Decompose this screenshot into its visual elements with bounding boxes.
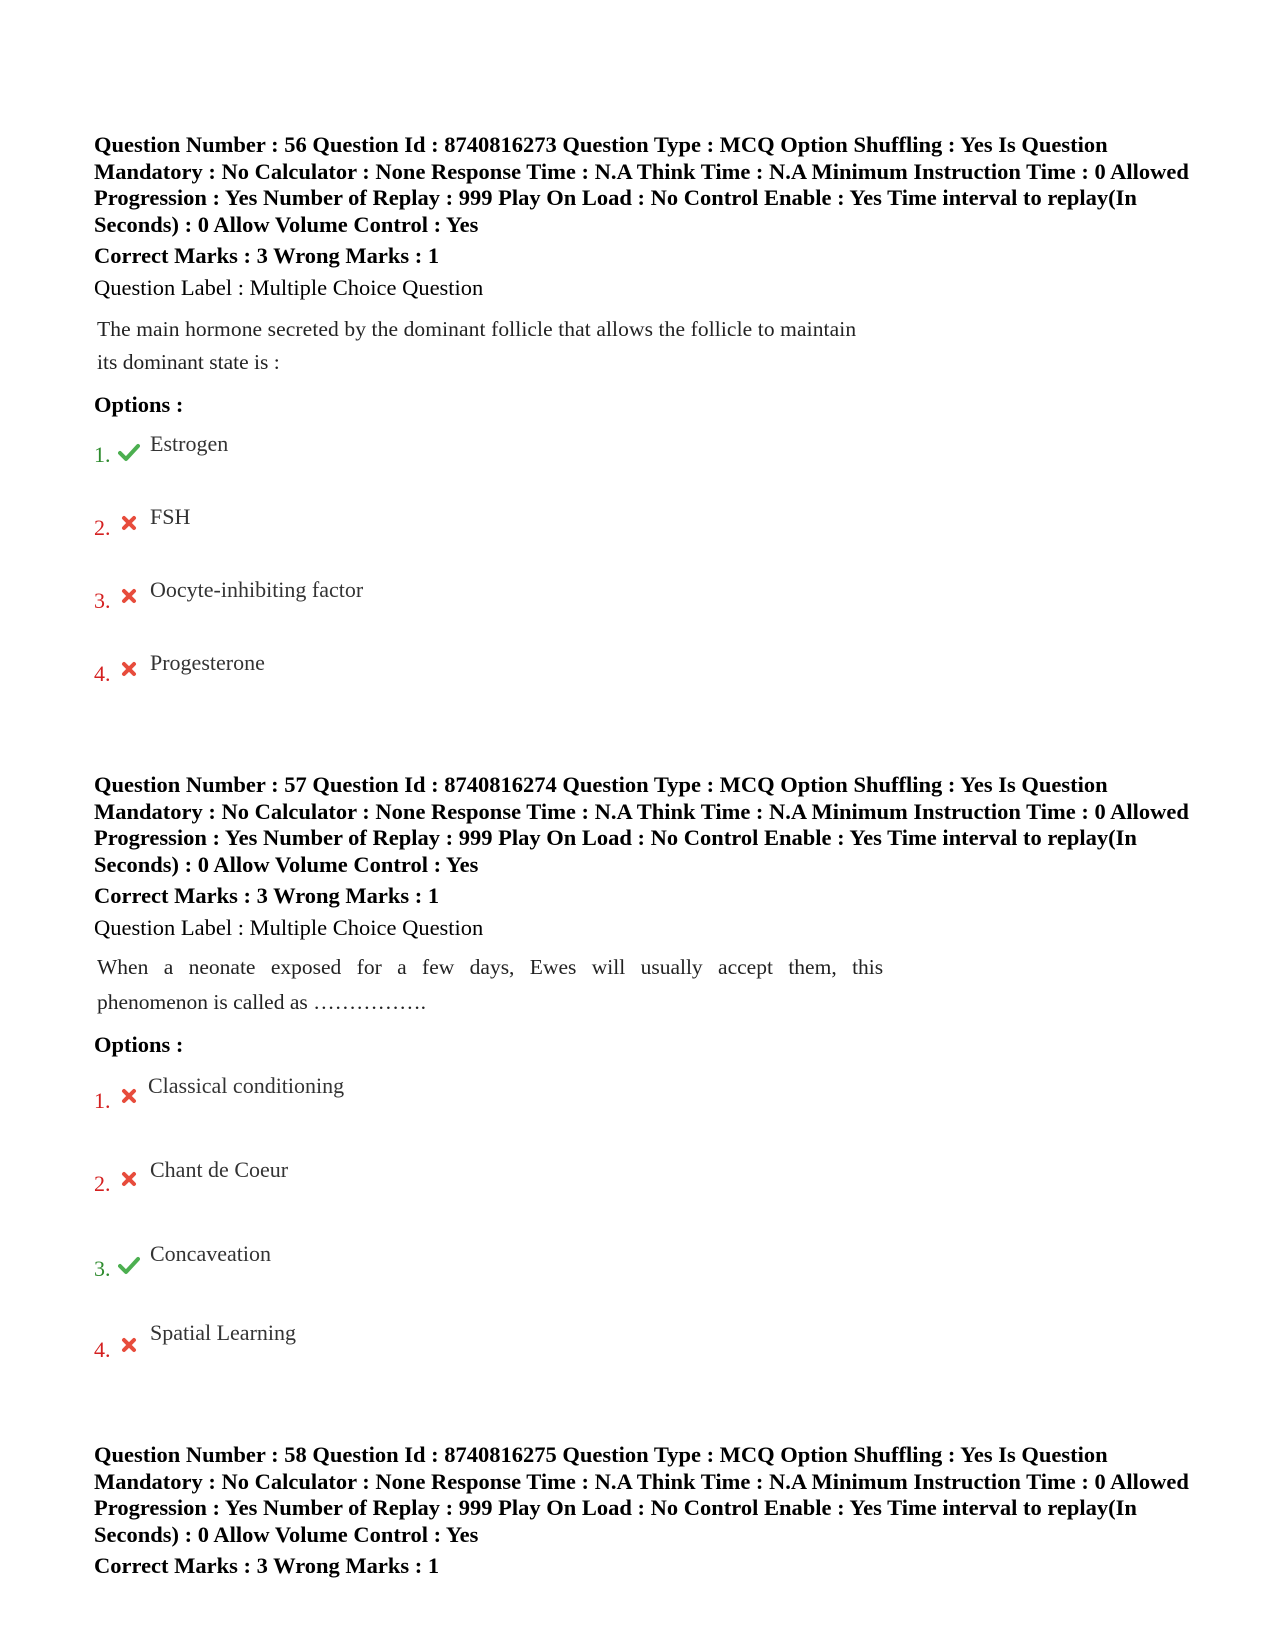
cross-icon — [118, 512, 140, 534]
option-number: 1. — [94, 442, 111, 467]
option-text: Concaveation — [150, 1241, 271, 1266]
option-text: FSH — [150, 504, 191, 529]
question-text-line-2: its dominant state is : — [97, 350, 280, 374]
cross-icon — [118, 1334, 140, 1356]
question-marks: Correct Marks : 3 Wrong Marks : 1 — [94, 883, 440, 908]
check-icon — [118, 1254, 140, 1276]
question-meta: Question Number : 57 Question Id : 8740816274 Question Type : MCQ Option Shuffling : Yes Is Question Mandatory : No Calculator : None Response Time : N.A Think Time : N.A Minimum Instruction Time : 0 Allowed Progression : Yes Number of Replay : 999 Play On Load : No Control Enable : Yes Time interval to replay(In Seconds) : 0 Allow Volume Control : Yes — [94, 772, 1189, 877]
cross-icon — [118, 1085, 140, 1107]
options-heading: Options : — [94, 392, 184, 417]
option-text: Chant de Coeur — [150, 1157, 289, 1182]
option-text: Progesterone — [150, 650, 265, 675]
option-number: 2. — [94, 515, 111, 540]
question-58 — [94, 1442, 1194, 1579]
option-number: 1. — [94, 1088, 111, 1113]
option-text: Classical conditioning — [148, 1073, 345, 1098]
cross-icon — [118, 585, 140, 607]
option-number: 3. — [94, 588, 111, 613]
question-meta: Question Number : 58 Question Id : 8740816275 Question Type : MCQ Option Shuffling : Yes Is Question Mandatory : No Calculator : None Response Time : N.A Think Time : N.A Minimum Instruction Time : 0 Allowed Progression : Yes Number of Replay : 999 Play On Load : No Control Enable : Yes Time interval to replay(In Seconds) : 0 Allow Volume Control : Yes — [94, 1442, 1189, 1547]
question-56 — [94, 132, 1194, 686]
question-text-line-2: phenomenon is called as ……………. — [97, 990, 427, 1014]
option-number: 3. — [94, 1256, 111, 1281]
question-57 — [94, 772, 1194, 1362]
option-number: 4. — [94, 1337, 111, 1362]
cross-icon — [118, 658, 140, 680]
question-text-line-1: The main hormone secreted by the dominant follicle that allows the follicle to maintain — [97, 317, 857, 341]
question-meta: Question Number : 56 Question Id : 8740816273 Question Type : MCQ Option Shuffling : Yes Is Question Mandatory : No Calculator : None Response Time : N.A Think Time : N.A Minimum Instruction Time : 0 Allowed Progression : Yes Number of Replay : 999 Play On Load : No Control Enable : Yes Time interval to replay(In Seconds) : 0 Allow Volume Control : Yes — [94, 132, 1189, 237]
question-marks: Correct Marks : 3 Wrong Marks : 1 — [94, 1553, 440, 1578]
check-icon — [118, 441, 140, 463]
options-heading: Options : — [94, 1032, 184, 1057]
cross-icon — [118, 1168, 140, 1190]
question-text-line-1: When a neonate exposed for a few days, Ewes will usually accept them, this — [97, 955, 884, 979]
question-label: Question Label : Multiple Choice Question — [94, 915, 484, 940]
option-number: 2. — [94, 1171, 111, 1196]
option-text: Estrogen — [150, 431, 229, 456]
question-label: Question Label : Multiple Choice Question — [94, 275, 484, 300]
question-marks: Correct Marks : 3 Wrong Marks : 1 — [94, 243, 440, 268]
option-number: 4. — [94, 661, 111, 686]
option-text: Spatial Learning — [150, 1320, 297, 1345]
option-text: Oocyte-inhibiting factor — [150, 577, 364, 602]
